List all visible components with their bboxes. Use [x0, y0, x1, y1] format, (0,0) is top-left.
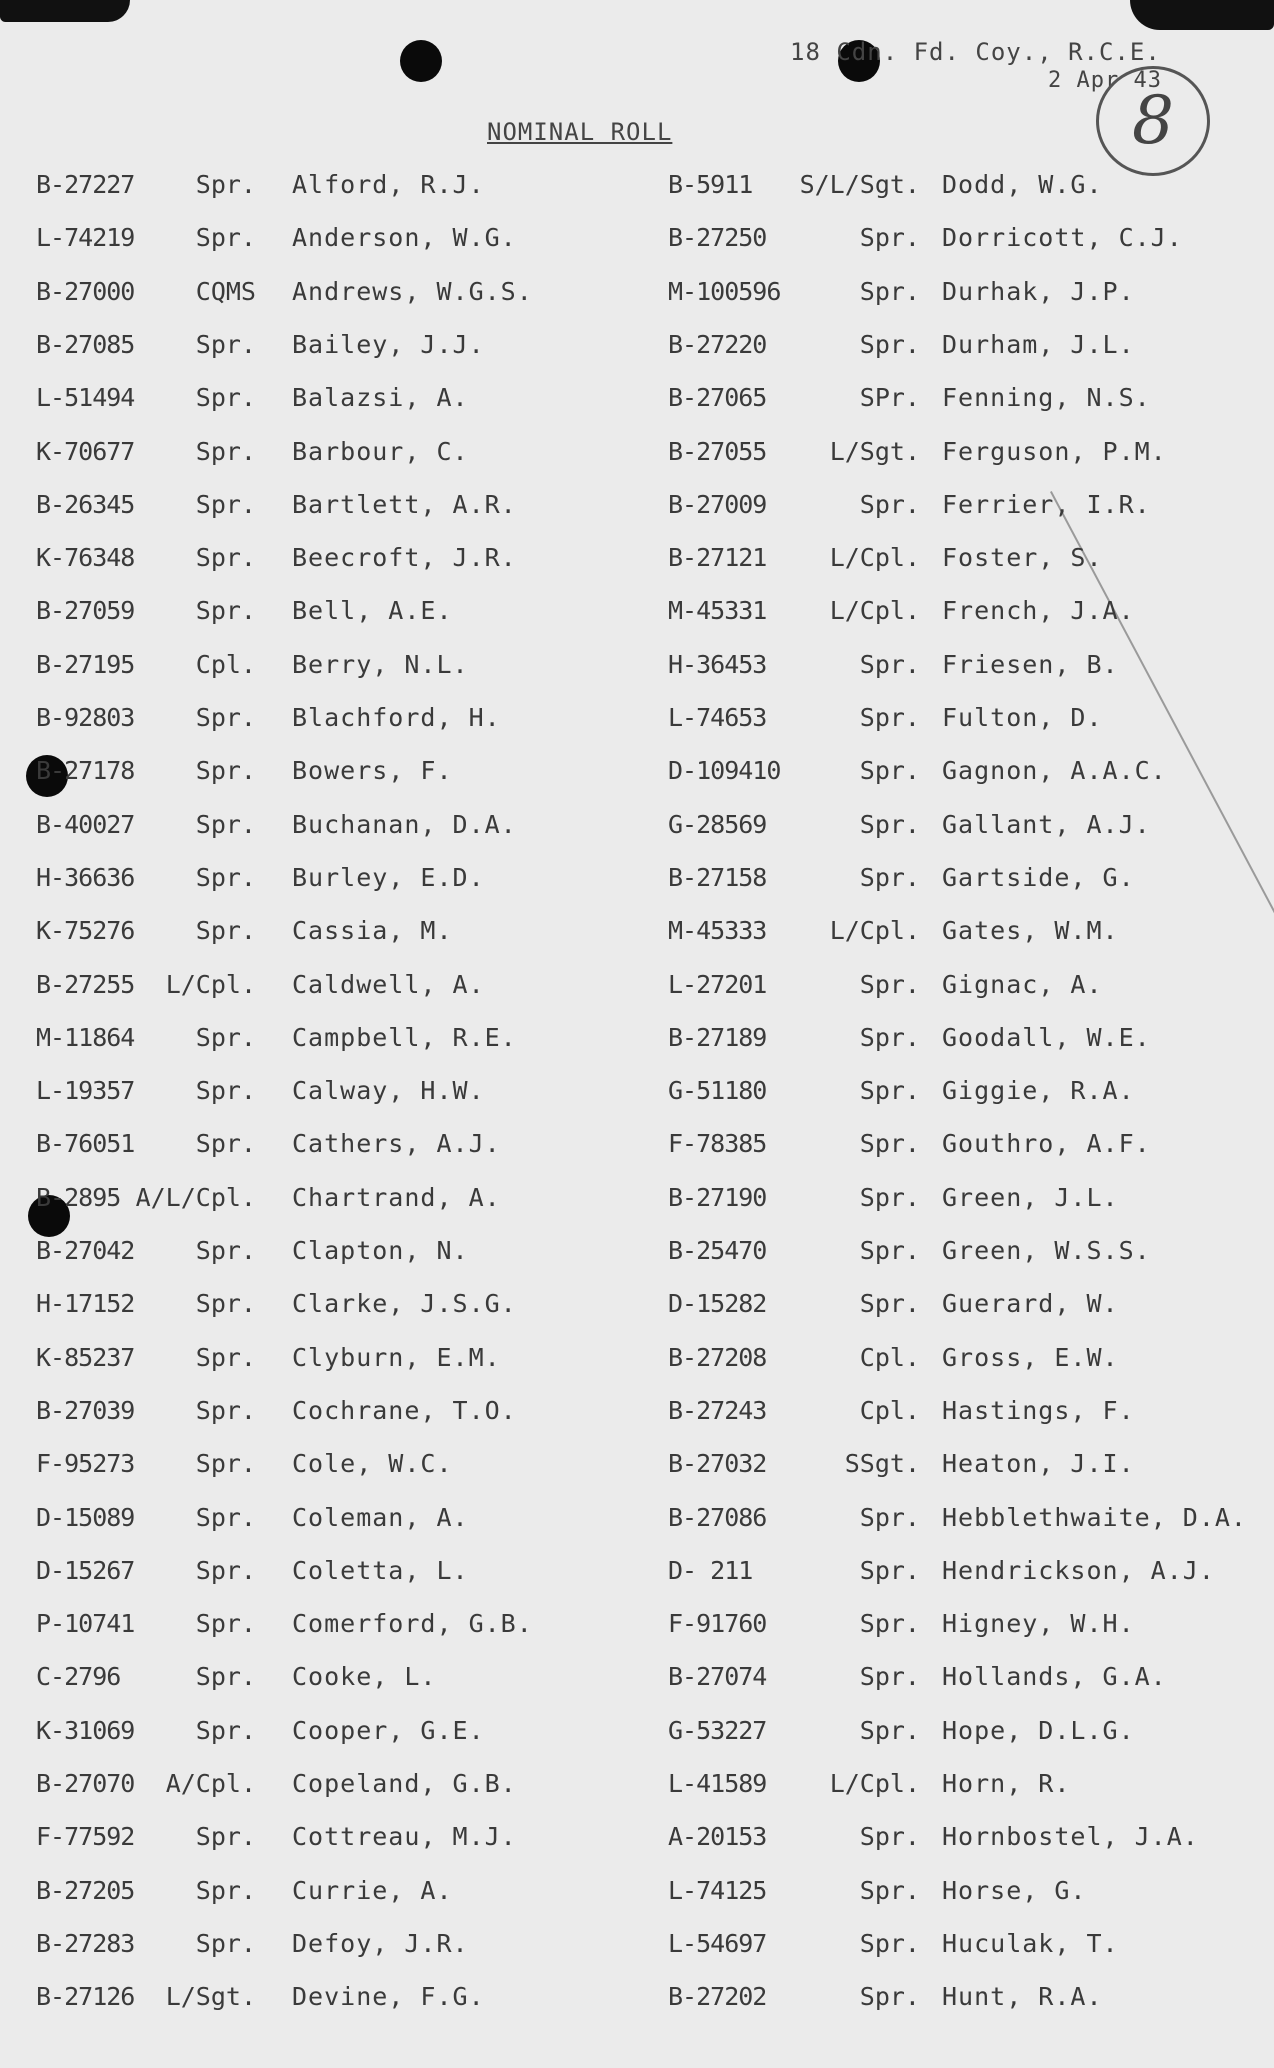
roll-entry: [0, 1289, 1274, 1329]
soldier-name: Cottreau, M.J.: [292, 1822, 517, 1851]
rank: Spr.: [859, 810, 920, 839]
soldier-name: Defoy, J.R.: [292, 1929, 469, 1958]
service-number: B-27085: [36, 330, 135, 359]
rank: Spr.: [195, 383, 256, 412]
soldier-name: Green, W.S.S.: [942, 1236, 1151, 1265]
rank: Spr.: [859, 756, 920, 785]
service-number: H-17152: [36, 1289, 135, 1318]
service-number: B-27055: [668, 437, 767, 466]
service-number: D-15282: [668, 1289, 767, 1318]
soldier-name: Hope, D.L.G.: [942, 1716, 1135, 1745]
rank: Spr.: [195, 1503, 256, 1532]
rank: Spr.: [195, 810, 256, 839]
rank: Spr.: [859, 1236, 920, 1265]
rank: Spr.: [859, 223, 920, 252]
rank: Spr.: [859, 1129, 920, 1158]
service-number: D-15089: [36, 1503, 135, 1532]
roll-entry: [0, 1822, 1274, 1862]
rank: CQMS: [195, 277, 256, 306]
soldier-name: Beecroft, J.R.: [292, 543, 517, 572]
rank: L/Cpl.: [829, 916, 920, 945]
soldier-name: Blachford, H.: [292, 703, 501, 732]
roll-entry: [0, 277, 1274, 317]
service-number: L-54697: [668, 1929, 767, 1958]
rank: Spr.: [195, 1236, 256, 1265]
corner-smudge-left: [0, 0, 130, 22]
roll-entry: [0, 810, 1274, 850]
service-number: B-27250: [668, 223, 767, 252]
rank: L/Cpl.: [165, 970, 256, 999]
service-number: H-36636: [36, 863, 135, 892]
service-number: B-27000: [36, 277, 135, 306]
service-number: M-100596: [668, 277, 781, 306]
service-number: B-76051: [36, 1129, 135, 1158]
rank: Spr.: [195, 437, 256, 466]
service-number: D-15267: [36, 1556, 135, 1585]
service-number: F-78385: [668, 1129, 767, 1158]
soldier-name: Barbour, C.: [292, 437, 469, 466]
soldier-name: Comerford, G.B.: [292, 1609, 533, 1638]
soldier-name: Gagnon, A.A.C.: [942, 756, 1167, 785]
rank: Spr.: [859, 1662, 920, 1691]
service-number: B-27074: [668, 1662, 767, 1691]
rank: Spr.: [859, 703, 920, 732]
service-number: K-76348: [36, 543, 135, 572]
unit-heading: 18 Cdn. Fd. Coy., R.C.E.: [790, 38, 1161, 66]
soldier-name: Buchanan, D.A.: [292, 810, 517, 839]
rank: A/L/Cpl.: [135, 1183, 256, 1212]
soldier-name: Hastings, F.: [942, 1396, 1135, 1425]
soldier-name: Andrews, W.G.S.: [292, 277, 533, 306]
service-number: B-27126: [36, 1982, 135, 2011]
soldier-name: Ferguson, P.M.: [942, 437, 1167, 466]
rank: Cpl.: [195, 650, 256, 679]
rank: Spr.: [195, 1609, 256, 1638]
soldier-name: Clarke, J.S.G.: [292, 1289, 517, 1318]
soldier-name: Gallant, A.J.: [942, 810, 1151, 839]
rank: Spr.: [859, 1183, 920, 1212]
soldier-name: Bowers, F.: [292, 756, 453, 785]
service-number: B-27009: [668, 490, 767, 519]
soldier-name: Berry, N.L.: [292, 650, 469, 679]
roll-entry: [0, 650, 1274, 690]
soldier-name: Balazsi, A.: [292, 383, 469, 412]
soldier-name: Bartlett, A.R.: [292, 490, 517, 519]
rank: Spr.: [195, 170, 256, 199]
rank: Spr.: [859, 490, 920, 519]
roll-entry: [0, 916, 1274, 956]
rank: L/Cpl.: [829, 1769, 920, 1798]
soldier-name: Caldwell, A.: [292, 970, 485, 999]
rank: Spr.: [195, 1129, 256, 1158]
soldier-name: Campbell, R.E.: [292, 1023, 517, 1052]
soldier-name: Dodd, W.G.: [942, 170, 1103, 199]
soldier-name: Horse, G.: [942, 1876, 1087, 1905]
roll-entry: [0, 170, 1274, 210]
rank: Cpl.: [859, 1396, 920, 1425]
service-number: B-27208: [668, 1343, 767, 1372]
soldier-name: Cassia, M.: [292, 916, 453, 945]
service-number: B-27059: [36, 596, 135, 625]
service-number: L-51494: [36, 383, 135, 412]
circled-page-number: 8: [1096, 66, 1210, 176]
roll-entry: [0, 1396, 1274, 1436]
service-number: B-27227: [36, 170, 135, 199]
rank: Spr.: [195, 1876, 256, 1905]
soldier-name: Chartrand, A.: [292, 1183, 501, 1212]
service-number: B-92803: [36, 703, 135, 732]
rank: Spr.: [195, 756, 256, 785]
service-number: K-31069: [36, 1716, 135, 1745]
rank: Spr.: [195, 490, 256, 519]
rank: SPr.: [859, 383, 920, 412]
service-number: B-27178: [36, 756, 135, 785]
soldier-name: Clapton, N.: [292, 1236, 469, 1265]
soldier-name: Clyburn, E.M.: [292, 1343, 501, 1372]
roll-entry: [0, 596, 1274, 636]
rank: Spr.: [195, 1289, 256, 1318]
service-number: B-27255: [36, 970, 135, 999]
soldier-name: Fenning, N.S.: [942, 383, 1151, 412]
rank: Spr.: [859, 970, 920, 999]
service-number: M-45333: [668, 916, 767, 945]
rank: Spr.: [195, 1449, 256, 1478]
soldier-name: Giggie, R.A.: [942, 1076, 1135, 1105]
roll-entry: [0, 1929, 1274, 1969]
roll-date: 2 Apr 43: [1048, 68, 1162, 93]
rank: Spr.: [195, 330, 256, 359]
rank: Spr.: [859, 1716, 920, 1745]
rank: L/Cpl.: [829, 543, 920, 572]
service-number: G-51180: [668, 1076, 767, 1105]
soldier-name: Gouthro, A.F.: [942, 1129, 1151, 1158]
rank: Spr.: [859, 1503, 920, 1532]
service-number: D- 211: [668, 1556, 753, 1585]
service-number: M-11864: [36, 1023, 135, 1052]
service-number: B-27065: [668, 383, 767, 412]
soldier-name: Gartside, G.: [942, 863, 1135, 892]
corner-smudge-right: [1130, 0, 1274, 30]
service-number: K-70677: [36, 437, 135, 466]
rank: L/Cpl.: [829, 596, 920, 625]
service-number: L-74653: [668, 703, 767, 732]
roll-entry: [0, 1129, 1274, 1169]
service-number: C-2796: [36, 1662, 121, 1691]
soldier-name: Fulton, D.: [942, 703, 1103, 732]
rank: Spr.: [195, 596, 256, 625]
soldier-name: Bell, A.E.: [292, 596, 453, 625]
soldier-name: Calway, H.W.: [292, 1076, 485, 1105]
rank: L/Sgt.: [829, 437, 920, 466]
rank: Spr.: [859, 1876, 920, 1905]
rank: Spr.: [859, 1289, 920, 1318]
roll-entry: [0, 756, 1274, 796]
soldier-name: Hendrickson, A.J.: [942, 1556, 1215, 1585]
rank: Spr.: [859, 1023, 920, 1052]
service-number: B-27032: [668, 1449, 767, 1478]
soldier-name: Guerard, W.: [942, 1289, 1119, 1318]
service-number: B-25470: [668, 1236, 767, 1265]
soldier-name: Friesen, B.: [942, 650, 1119, 679]
soldier-name: Cooke, L.: [292, 1662, 437, 1691]
roll-entry: [0, 1503, 1274, 1543]
rank: Spr.: [195, 1076, 256, 1105]
service-number: D-109410: [668, 756, 781, 785]
soldier-name: Ferrier, I.R.: [942, 490, 1151, 519]
roll-entry: [0, 330, 1274, 370]
service-number: B-27121: [668, 543, 767, 572]
roll-entry: [0, 1183, 1274, 1223]
rank: Spr.: [859, 1929, 920, 1958]
roll-entry: [0, 1556, 1274, 1596]
rank: Spr.: [195, 863, 256, 892]
soldier-name: Gross, E.W.: [942, 1343, 1119, 1372]
roll-entry: [0, 1982, 1274, 2022]
service-number: B-27195: [36, 650, 135, 679]
service-number: B-5911: [668, 170, 753, 199]
rank: Spr.: [859, 650, 920, 679]
service-number: B-27158: [668, 863, 767, 892]
soldier-name: Goodall, W.E.: [942, 1023, 1151, 1052]
soldier-name: Cole, W.C.: [292, 1449, 453, 1478]
service-number: B-27190: [668, 1183, 767, 1212]
soldier-name: Cochrane, T.O.: [292, 1396, 517, 1425]
soldier-name: Huculak, T.: [942, 1929, 1119, 1958]
service-number: M-45331: [668, 596, 767, 625]
punch-hole-top-left: [400, 40, 442, 82]
rank: Spr.: [195, 1023, 256, 1052]
service-number: B-27086: [668, 1503, 767, 1532]
service-number: B-27220: [668, 330, 767, 359]
service-number: H-36453: [668, 650, 767, 679]
service-number: G-28569: [668, 810, 767, 839]
service-number: K-85237: [36, 1343, 135, 1372]
rank: Spr.: [195, 1716, 256, 1745]
soldier-name: Bailey, J.J.: [292, 330, 485, 359]
soldier-name: Coletta, L.: [292, 1556, 469, 1585]
soldier-name: Hebblethwaite, D.A.: [942, 1503, 1247, 1532]
soldier-name: Hunt, R.A.: [942, 1982, 1103, 2011]
soldier-name: Anderson, W.G.: [292, 223, 517, 252]
service-number: P-10741: [36, 1609, 135, 1638]
soldier-name: Cathers, A.J.: [292, 1129, 501, 1158]
roll-entry: [0, 863, 1274, 903]
rank: Spr.: [859, 330, 920, 359]
service-number: L-74219: [36, 223, 135, 252]
soldier-name: Higney, W.H.: [942, 1609, 1135, 1638]
soldier-name: Devine, F.G.: [292, 1982, 485, 2011]
roll-entry: [0, 1716, 1274, 1756]
soldier-name: Green, J.L.: [942, 1183, 1119, 1212]
service-number: B-27039: [36, 1396, 135, 1425]
roll-entry: [0, 1449, 1274, 1489]
rank: Spr.: [195, 1822, 256, 1851]
service-number: B-27042: [36, 1236, 135, 1265]
rank: Spr.: [195, 1662, 256, 1691]
roll-entry: [0, 1343, 1274, 1383]
roll-entry: [0, 223, 1274, 263]
rank: Spr.: [859, 863, 920, 892]
rank: S/L/Sgt.: [799, 170, 920, 199]
roll-entry: [0, 970, 1274, 1010]
rank: Spr.: [195, 916, 256, 945]
service-number: A-20153: [668, 1822, 767, 1851]
roll-entry: [0, 383, 1274, 423]
rank: SSgt.: [844, 1449, 920, 1478]
service-number: B-27243: [668, 1396, 767, 1425]
soldier-name: Foster, S.: [942, 543, 1103, 572]
soldier-name: Alford, R.J.: [292, 170, 485, 199]
soldier-name: Coleman, A.: [292, 1503, 469, 1532]
soldier-name: Cooper, G.E.: [292, 1716, 485, 1745]
rank: Spr.: [859, 277, 920, 306]
roll-entry: [0, 1662, 1274, 1702]
rank: L/Sgt.: [165, 1982, 256, 2011]
service-number: F-95273: [36, 1449, 135, 1478]
rank: Spr.: [859, 1556, 920, 1585]
rank: Spr.: [859, 1609, 920, 1638]
soldier-name: Gignac, A.: [942, 970, 1103, 999]
roll-entry: [0, 543, 1274, 583]
service-number: G-53227: [668, 1716, 767, 1745]
rank: Spr.: [195, 1343, 256, 1372]
roll-entry: [0, 1609, 1274, 1649]
document-title: NOMINAL ROLL: [487, 118, 673, 146]
service-number: K-75276: [36, 916, 135, 945]
service-number: B-27283: [36, 1929, 135, 1958]
roll-entry: [0, 1023, 1274, 1063]
soldier-name: Hornbostel, J.A.: [942, 1822, 1199, 1851]
rank: Spr.: [859, 1076, 920, 1105]
rank: A/Cpl.: [165, 1769, 256, 1798]
service-number: L-19357: [36, 1076, 135, 1105]
soldier-name: Durhak, J.P.: [942, 277, 1135, 306]
service-number: B-26345: [36, 490, 135, 519]
service-number: L-27201: [668, 970, 767, 999]
service-number: B-27202: [668, 1982, 767, 2011]
service-number: B-27189: [668, 1023, 767, 1052]
service-number: F-77592: [36, 1822, 135, 1851]
service-number: B-27205: [36, 1876, 135, 1905]
soldier-name: Gates, W.M.: [942, 916, 1119, 945]
service-number: L-41589: [668, 1769, 767, 1798]
rank: Spr.: [859, 1822, 920, 1851]
roll-entry: [0, 703, 1274, 743]
service-number: F-91760: [668, 1609, 767, 1638]
rank: Spr.: [195, 1556, 256, 1585]
roll-entry: [0, 1876, 1274, 1916]
roll-entry: [0, 1769, 1274, 1809]
soldier-name: Durham, J.L.: [942, 330, 1135, 359]
roll-entry: [0, 1076, 1274, 1116]
roll-entry: [0, 1236, 1274, 1276]
rank: Spr.: [195, 223, 256, 252]
rank: Spr.: [195, 1396, 256, 1425]
service-number: B-2895: [36, 1183, 121, 1212]
soldier-name: Hollands, G.A.: [942, 1662, 1167, 1691]
rank: Spr.: [195, 1929, 256, 1958]
soldier-name: French, J.A.: [942, 596, 1135, 625]
roll-entry: [0, 437, 1274, 477]
soldier-name: Horn, R.: [942, 1769, 1071, 1798]
roll-entry: [0, 490, 1274, 530]
soldier-name: Copeland, G.B.: [292, 1769, 517, 1798]
service-number: B-27070: [36, 1769, 135, 1798]
soldier-name: Dorricott, C.J.: [942, 223, 1183, 252]
soldier-name: Currie, A.: [292, 1876, 453, 1905]
rank: Cpl.: [859, 1343, 920, 1372]
soldier-name: Heaton, J.I.: [942, 1449, 1135, 1478]
rank: Spr.: [195, 703, 256, 732]
soldier-name: Burley, E.D.: [292, 863, 485, 892]
service-number: B-40027: [36, 810, 135, 839]
rank: Spr.: [195, 543, 256, 572]
rank: Spr.: [859, 1982, 920, 2011]
service-number: L-74125: [668, 1876, 767, 1905]
